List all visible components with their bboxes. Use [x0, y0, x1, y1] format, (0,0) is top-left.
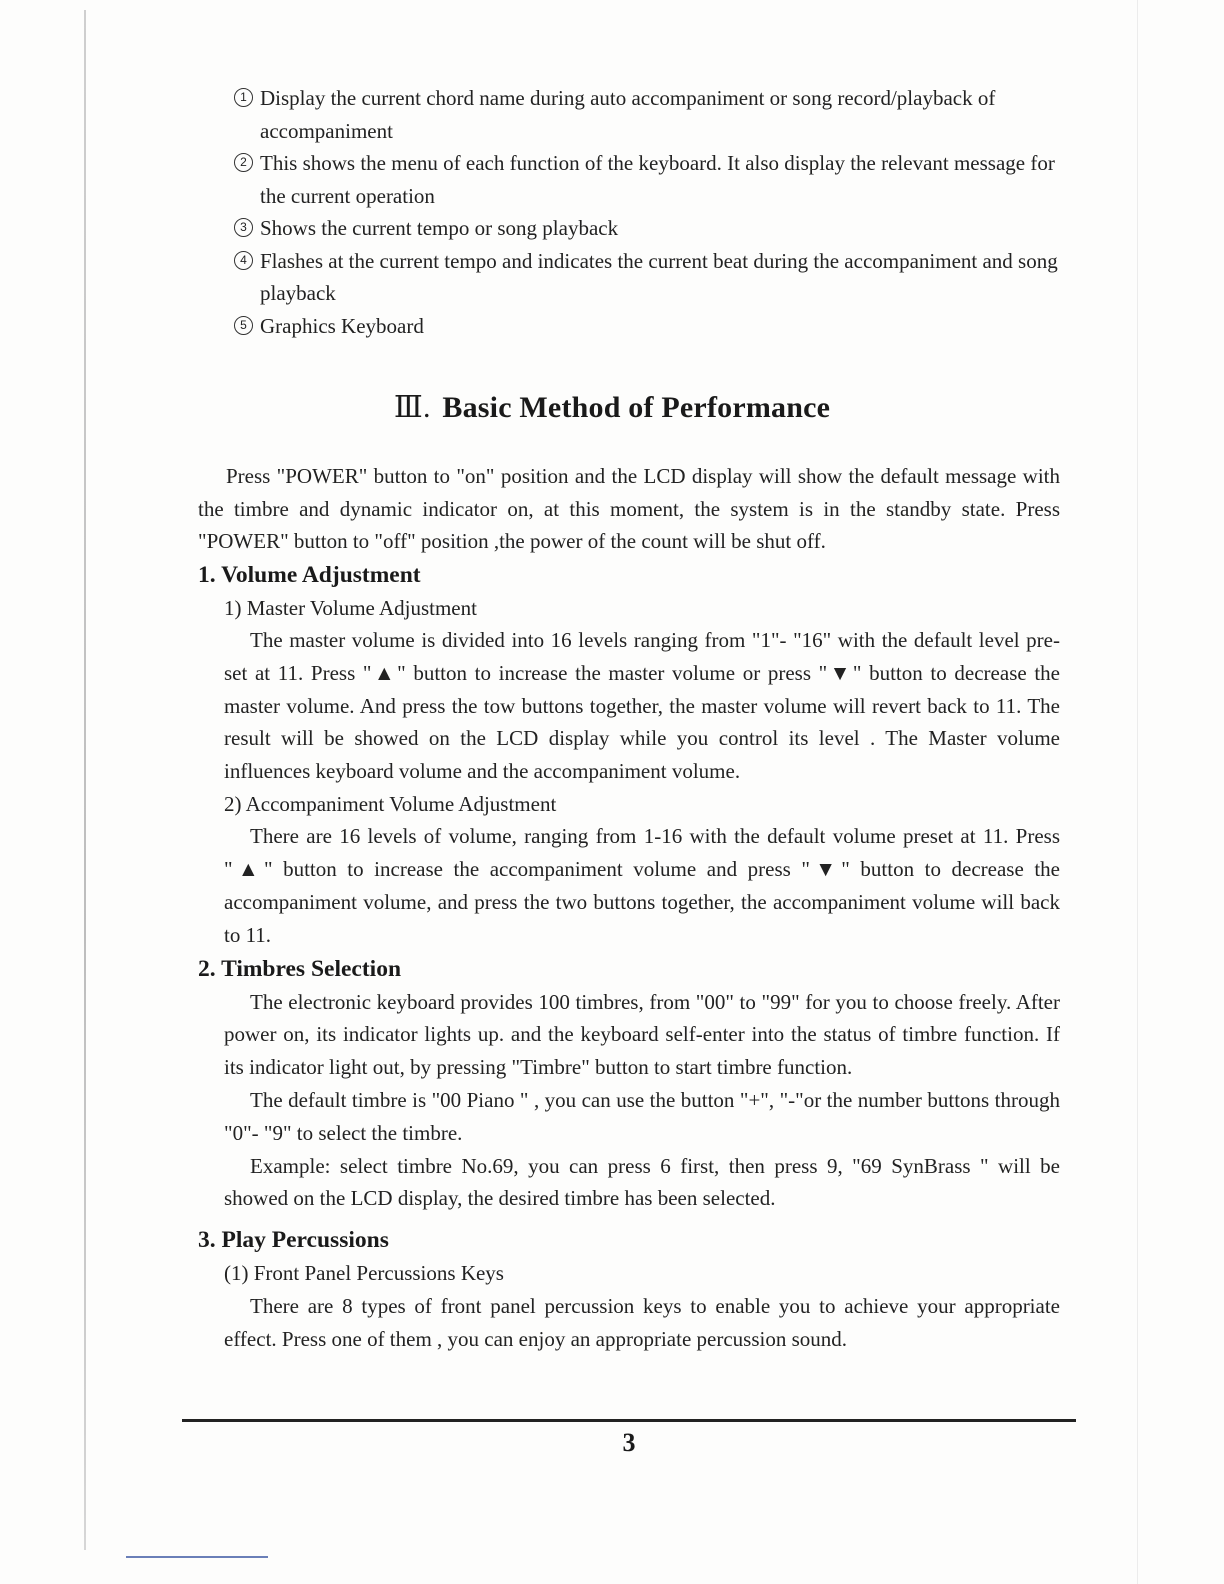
intro-paragraph: Press "POWER" button to "on" position and the LCD display will show the default message with the timbre and dynamic indicator on, at this moment, the system is in the standby state. Press "POWER" button to "off" position ,the power of the count will be shut off. — [198, 464, 1060, 553]
binding-margin-line — [84, 10, 86, 1550]
percussions-paragraph: There are 8 types of front panel percussion keys to enable you to achieve your appropriate effect. Press one of them , you can enjoy an appropriate percussion sound. — [224, 1293, 1060, 1351]
legend-item-text: Display the current chord name during auto accompaniment or song record/playback of accompaniment — [260, 86, 996, 143]
section-title-text: Basic Method of Performance — [442, 391, 831, 424]
footer-rule — [182, 1419, 1076, 1422]
legend-item-text: Shows the current tempo or song playback — [260, 216, 619, 240]
legend-item-1 — [234, 82, 1064, 147]
front-panel-percussions-label: (1) Front Panel Percussions Keys — [224, 1261, 504, 1286]
timbres-paragraph-2: The default timbre is "00 Piano " , you can use the button "+", "-"or the number buttons through "0"- "9" to select the timbre. — [224, 1088, 1060, 1145]
circled-number-3: 3 — [234, 218, 253, 237]
timbres-paragraph-3: Example: select timbre No.69, you can press 6 first, then press 9, "69 SynBrass " will be showed on the LCD display, the desired timbre has been selected. — [224, 1153, 1060, 1211]
section-body — [198, 460, 1060, 1355]
legend-item-3 — [234, 212, 1064, 245]
page-number: 3 — [622, 1428, 636, 1457]
display-legend-list — [234, 82, 1064, 342]
circled-number-1: 1 — [234, 88, 253, 107]
percussions-heading: 3. Play Percussions — [198, 1227, 389, 1254]
accompaniment-volume-label: 2) Accompaniment Volume Adjustment — [224, 791, 557, 816]
accompaniment-volume-paragraph: There are 16 levels of volume, ranging from 1-16 with the default volume preset at 11. Press "▲" button to increase the accompaniment volume and press "▼" button to decrease the accompaniment volume, and press the two buttons together, the accompaniment volume will back to 11. — [224, 824, 1060, 947]
legend-item-5 — [234, 310, 1064, 343]
timbres-paragraph-1: The electronic keyboard provides 100 timbres, from "00" to "99" for you to choose freely. After power on, its indicator lights up. and the keyboard self-enter into the status of timbre function. If its indicator light out, by pressing "Timbre" button to start timbre function. — [224, 989, 1060, 1080]
legend-item-text: Graphics Keyboard — [260, 313, 424, 338]
circled-number-5: 5 — [234, 316, 253, 335]
bottom-edge-mark — [126, 1556, 268, 1558]
master-volume-paragraph: The master volume is divided into 16 levels ranging from "1"- "16" with the default level pre-set at 11. Press "▲" button to increase the master volume or press "▼" button to decrease the master volume. And press the tow buttons together, the master volume will revert back to 11. The result will be showed on the LCD display while you control its level . The Master volume influences keyboard volume and the accompaniment volume. — [224, 628, 1060, 784]
legend-item-text: Flashes at the current tempo and indicates the current beat during the accompaniment and song playback — [260, 248, 1058, 305]
master-volume-label: 1) Master Volume Adjustment — [224, 595, 477, 620]
circled-number-2: 2 — [234, 153, 253, 172]
legend-item-4 — [234, 245, 1064, 310]
page-edge — [1137, 0, 1138, 1584]
timbres-heading: 2. Timbres Selection — [198, 955, 402, 982]
legend-item-text: This shows the menu of each function of the keyboard. It also display the relevant message for the current operation — [260, 151, 1055, 208]
section-title — [0, 390, 1224, 425]
legend-item-2 — [234, 147, 1064, 212]
circled-number-4: 4 — [234, 251, 253, 270]
section-roman-numeral: Ⅲ. — [393, 391, 431, 424]
volume-heading: 1. Volume Adjustment — [198, 561, 421, 588]
